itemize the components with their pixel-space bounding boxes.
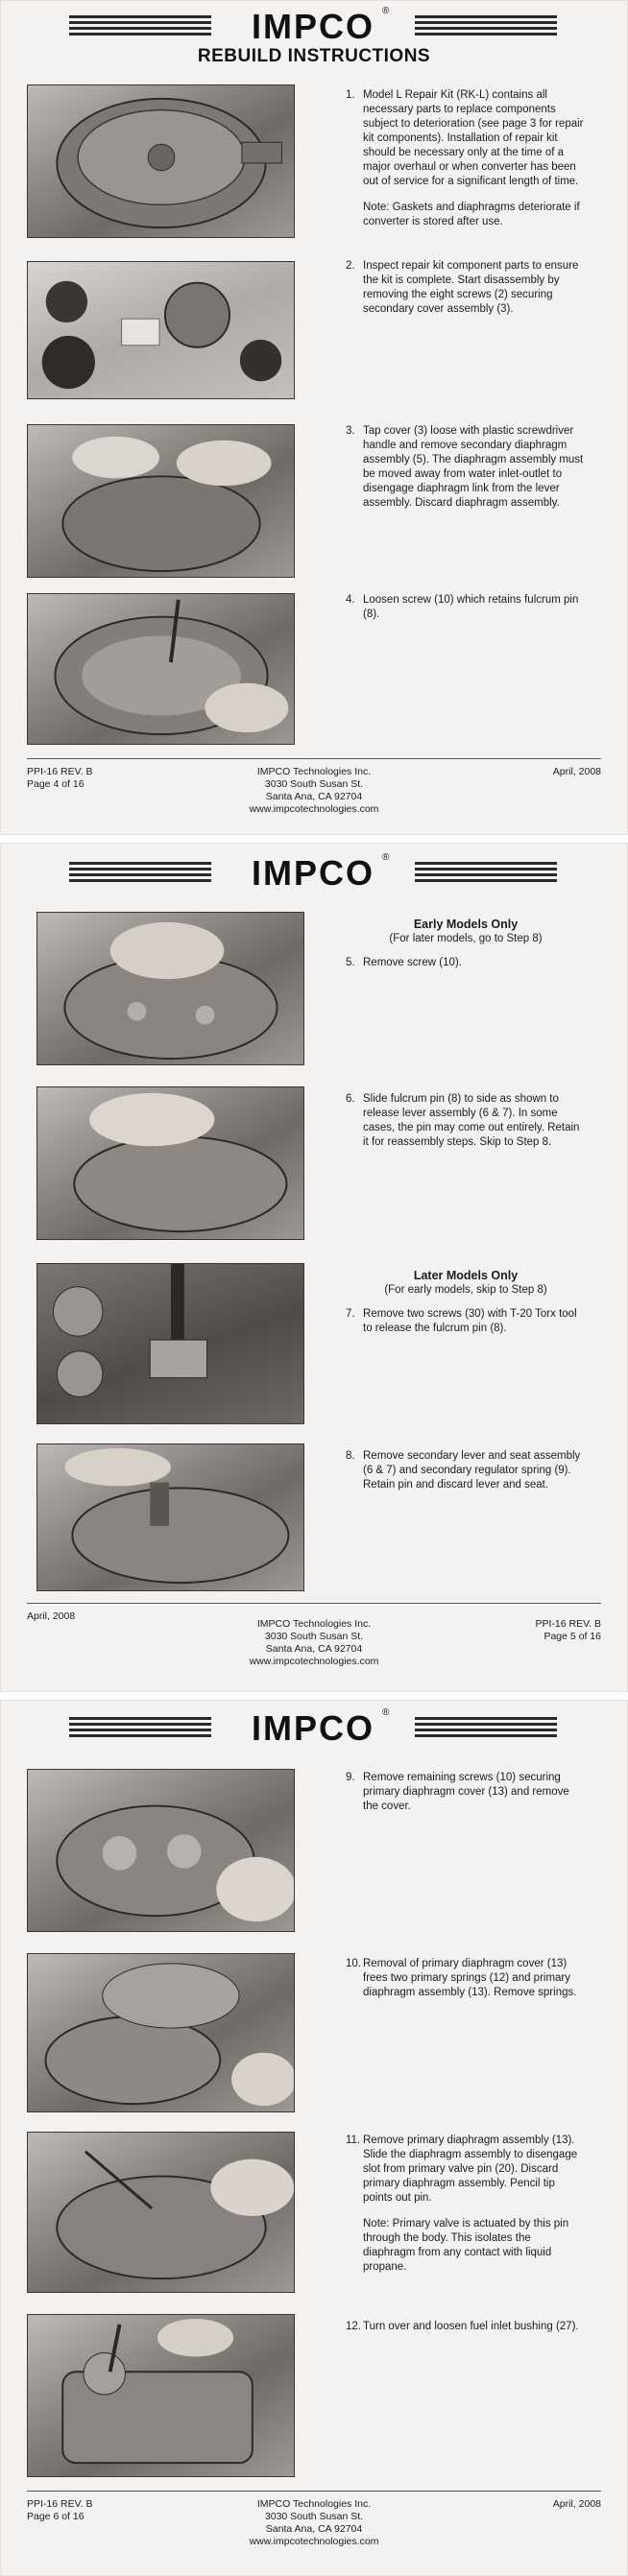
step-text: Loosen screw (10) which retains fulcrum pin (8). bbox=[363, 594, 579, 620]
converter-illustration bbox=[28, 85, 294, 237]
step-number: 4. bbox=[346, 594, 355, 606]
footer-address bbox=[170, 2498, 458, 2548]
primary-cover-illustration bbox=[28, 1770, 294, 1931]
photo-slide-fulcrum-pin bbox=[36, 1086, 304, 1240]
page-number: Page 4 of 16 bbox=[27, 778, 85, 790]
impco-header bbox=[0, 852, 628, 891]
manual-page-4 bbox=[0, 0, 628, 835]
step-8 bbox=[346, 1449, 586, 1492]
photo-remove-screw bbox=[36, 912, 304, 1065]
step-number: 1. bbox=[346, 89, 355, 101]
street-address: 3030 South Susan St. bbox=[264, 1631, 364, 1642]
impco-header bbox=[0, 6, 628, 44]
repair-kit-illustration bbox=[28, 262, 294, 398]
doc-revision: PPI-16 REV. B bbox=[27, 766, 93, 777]
step-number: 8. bbox=[346, 1450, 355, 1462]
footer-date: April, 2008 bbox=[552, 2498, 601, 2510]
manual-page-6 bbox=[0, 1700, 628, 2576]
photo-fulcrum-screw bbox=[27, 593, 295, 745]
header-stripes-right bbox=[415, 862, 557, 885]
footer-doc-info bbox=[536, 1618, 601, 1643]
step-number: 3. bbox=[346, 425, 355, 437]
later-models-notice bbox=[346, 1269, 586, 1298]
fulcrum-screw-illustration bbox=[28, 594, 294, 744]
manual-page-5 bbox=[0, 843, 628, 1692]
step-number: 2. bbox=[346, 260, 355, 272]
screw-removal-illustration bbox=[37, 913, 303, 1064]
step-number: 10. bbox=[346, 1958, 361, 1969]
registered-mark: ® bbox=[382, 1707, 390, 1718]
step-text: Removal of primary diaphragm cover (13) frees two primary springs (12) and primary diaphragm assembly (13). Remove springs. bbox=[363, 1958, 577, 1998]
step-6 bbox=[346, 1092, 586, 1150]
impco-header bbox=[0, 1707, 628, 1746]
early-models-notice bbox=[346, 918, 586, 946]
step-2 bbox=[346, 259, 586, 317]
step-text: Remove primary diaphragm assembly (13). Slide the diaphragm assembly to disengage slot from primary valve pin (20). Discard primary diaphragm assembly. Pencil tip points out pin. bbox=[363, 2135, 578, 2204]
photo-tap-cover-loose bbox=[27, 424, 295, 578]
header-stripes-right bbox=[415, 1717, 557, 1740]
footer-date: April, 2008 bbox=[552, 766, 601, 777]
header-stripes-left bbox=[69, 1717, 211, 1740]
photo-remove-lever-spring bbox=[36, 1443, 304, 1591]
footer-doc-info bbox=[27, 2498, 92, 2523]
header-stripes-left bbox=[69, 15, 211, 38]
step-number: 5. bbox=[346, 957, 355, 968]
city-address: Santa Ana, CA 92704 bbox=[265, 791, 363, 802]
step-note: Note: Gaskets and diaphragms deteriorate if converter is stored after use. bbox=[363, 202, 580, 227]
footer-address bbox=[170, 766, 458, 816]
footer-doc-info bbox=[27, 766, 92, 791]
step-number: 7. bbox=[346, 1308, 355, 1320]
doc-revision: PPI-16 REV. B bbox=[27, 2498, 93, 2510]
step-7 bbox=[346, 1307, 586, 1336]
step-number: 9. bbox=[346, 1772, 355, 1783]
step-text: Model L Repair Kit (RK-L) contains all necessary parts to replace components subject to deterioration (see page 3 for repair kit components). Installation of repair kit should be necessary only at the time of a major overhaul or when converter has been out of service for a significant length of time. bbox=[363, 89, 584, 187]
website: www.impcotechnologies.com bbox=[249, 803, 379, 815]
photo-torx-screws bbox=[36, 1263, 304, 1424]
step-10 bbox=[346, 1957, 586, 2000]
step-text: Slide fulcrum pin (8) to side as shown to release lever assembly (6 & 7). In some cases, the pin may come out entirely. Retain it for reassembly steps. Skip to Step 8. bbox=[363, 1093, 580, 1148]
impco-logo: IMPCO bbox=[251, 853, 374, 893]
city-address: Santa Ana, CA 92704 bbox=[265, 1643, 363, 1655]
photo-primary-diaphragm bbox=[27, 2132, 295, 2293]
photo-fuel-inlet-bushing bbox=[27, 2314, 295, 2477]
early-models-heading: Early Models Only bbox=[413, 918, 519, 931]
step-note: Note: Primary valve is actuated by this pin through the body. This isolates the diaphragm from any contact with liquid propane. bbox=[363, 2218, 569, 2273]
step-number: 6. bbox=[346, 1093, 355, 1105]
footer-address bbox=[170, 1618, 458, 1668]
primary-springs-illustration bbox=[28, 1954, 294, 2111]
step-number: 12. bbox=[346, 2321, 361, 2332]
company-name: IMPCO Technologies Inc. bbox=[256, 2498, 372, 2510]
header-stripes-left bbox=[69, 862, 211, 885]
step-text: Remove screw (10). bbox=[363, 957, 462, 968]
impco-logo: IMPCO bbox=[251, 7, 374, 46]
photo-converter-assembled bbox=[27, 84, 295, 238]
torx-screws-illustration bbox=[37, 1264, 303, 1423]
street-address: 3030 South Susan St. bbox=[264, 2511, 364, 2522]
registered-mark: ® bbox=[382, 852, 390, 863]
step-5 bbox=[346, 956, 586, 970]
lever-spring-illustration bbox=[37, 1444, 303, 1590]
primary-diaphragm-illustration bbox=[28, 2133, 294, 2292]
step-1 bbox=[346, 88, 586, 229]
page-number: Page 6 of 16 bbox=[27, 2511, 85, 2522]
photo-primary-springs bbox=[27, 1953, 295, 2112]
step-text: Remove remaining screws (10) securing primary diaphragm cover (13) and remove the cover. bbox=[363, 1772, 569, 1812]
website: www.impcotechnologies.com bbox=[249, 2536, 379, 2547]
footer-rule bbox=[27, 1603, 601, 1604]
page-number: Page 5 of 16 bbox=[543, 1631, 601, 1642]
step-text: Turn over and loosen fuel inlet bushing (27). bbox=[363, 2321, 579, 2332]
company-name: IMPCO Technologies Inc. bbox=[256, 1618, 372, 1630]
page-title: REBUILD INSTRUCTIONS bbox=[197, 46, 431, 66]
step-text: Tap cover (3) loose with plastic screwdriver handle and remove secondary diaphragm assembly (5). The diaphragm assembly must be moved away from water inlet-outlet to disengage diaphragm link from the lever assembly. Discard diaphragm assembly. bbox=[363, 425, 584, 509]
website: www.impcotechnologies.com bbox=[249, 1656, 379, 1667]
impco-logo: IMPCO bbox=[251, 1708, 374, 1748]
street-address: 3030 South Susan St. bbox=[264, 778, 364, 790]
footer-date: April, 2008 bbox=[27, 1610, 76, 1622]
fulcrum-pin-illustration bbox=[37, 1087, 303, 1239]
later-models-subtext: (For early models, skip to Step 8) bbox=[384, 1284, 547, 1296]
step-text: Remove two screws (30) with T-20 Torx tool to release the fulcrum pin (8). bbox=[363, 1308, 577, 1334]
city-address: Santa Ana, CA 92704 bbox=[265, 2523, 363, 2535]
company-name: IMPCO Technologies Inc. bbox=[256, 766, 372, 777]
step-4 bbox=[346, 593, 586, 622]
doc-revision: PPI-16 REV. B bbox=[535, 1618, 601, 1630]
step-text: Inspect repair kit component parts to ensure the kit is complete. Start disassembly by removing the eight screws (2) securing secondary cover assembly (3). bbox=[363, 260, 579, 315]
photo-repair-kit-parts bbox=[27, 261, 295, 399]
later-models-heading: Later Models Only bbox=[413, 1269, 519, 1282]
early-models-subtext: (For later models, go to Step 8) bbox=[389, 933, 543, 944]
step-text: Remove secondary lever and seat assembly (6 & 7) and secondary regulator spring (9). Retain pin and discard lever and seat. bbox=[363, 1450, 581, 1491]
step-3 bbox=[346, 424, 586, 511]
step-12 bbox=[346, 2320, 586, 2334]
fuel-inlet-illustration bbox=[28, 2315, 294, 2476]
footer-rule bbox=[27, 758, 601, 759]
cover-removal-illustration bbox=[28, 425, 294, 577]
header-stripes-right bbox=[415, 15, 557, 38]
footer-rule bbox=[27, 2491, 601, 2492]
registered-mark: ® bbox=[382, 6, 390, 16]
step-9 bbox=[346, 1771, 586, 1814]
step-number: 11. bbox=[346, 2135, 361, 2146]
photo-remove-primary-cover bbox=[27, 1769, 295, 1932]
step-11 bbox=[346, 2134, 586, 2275]
